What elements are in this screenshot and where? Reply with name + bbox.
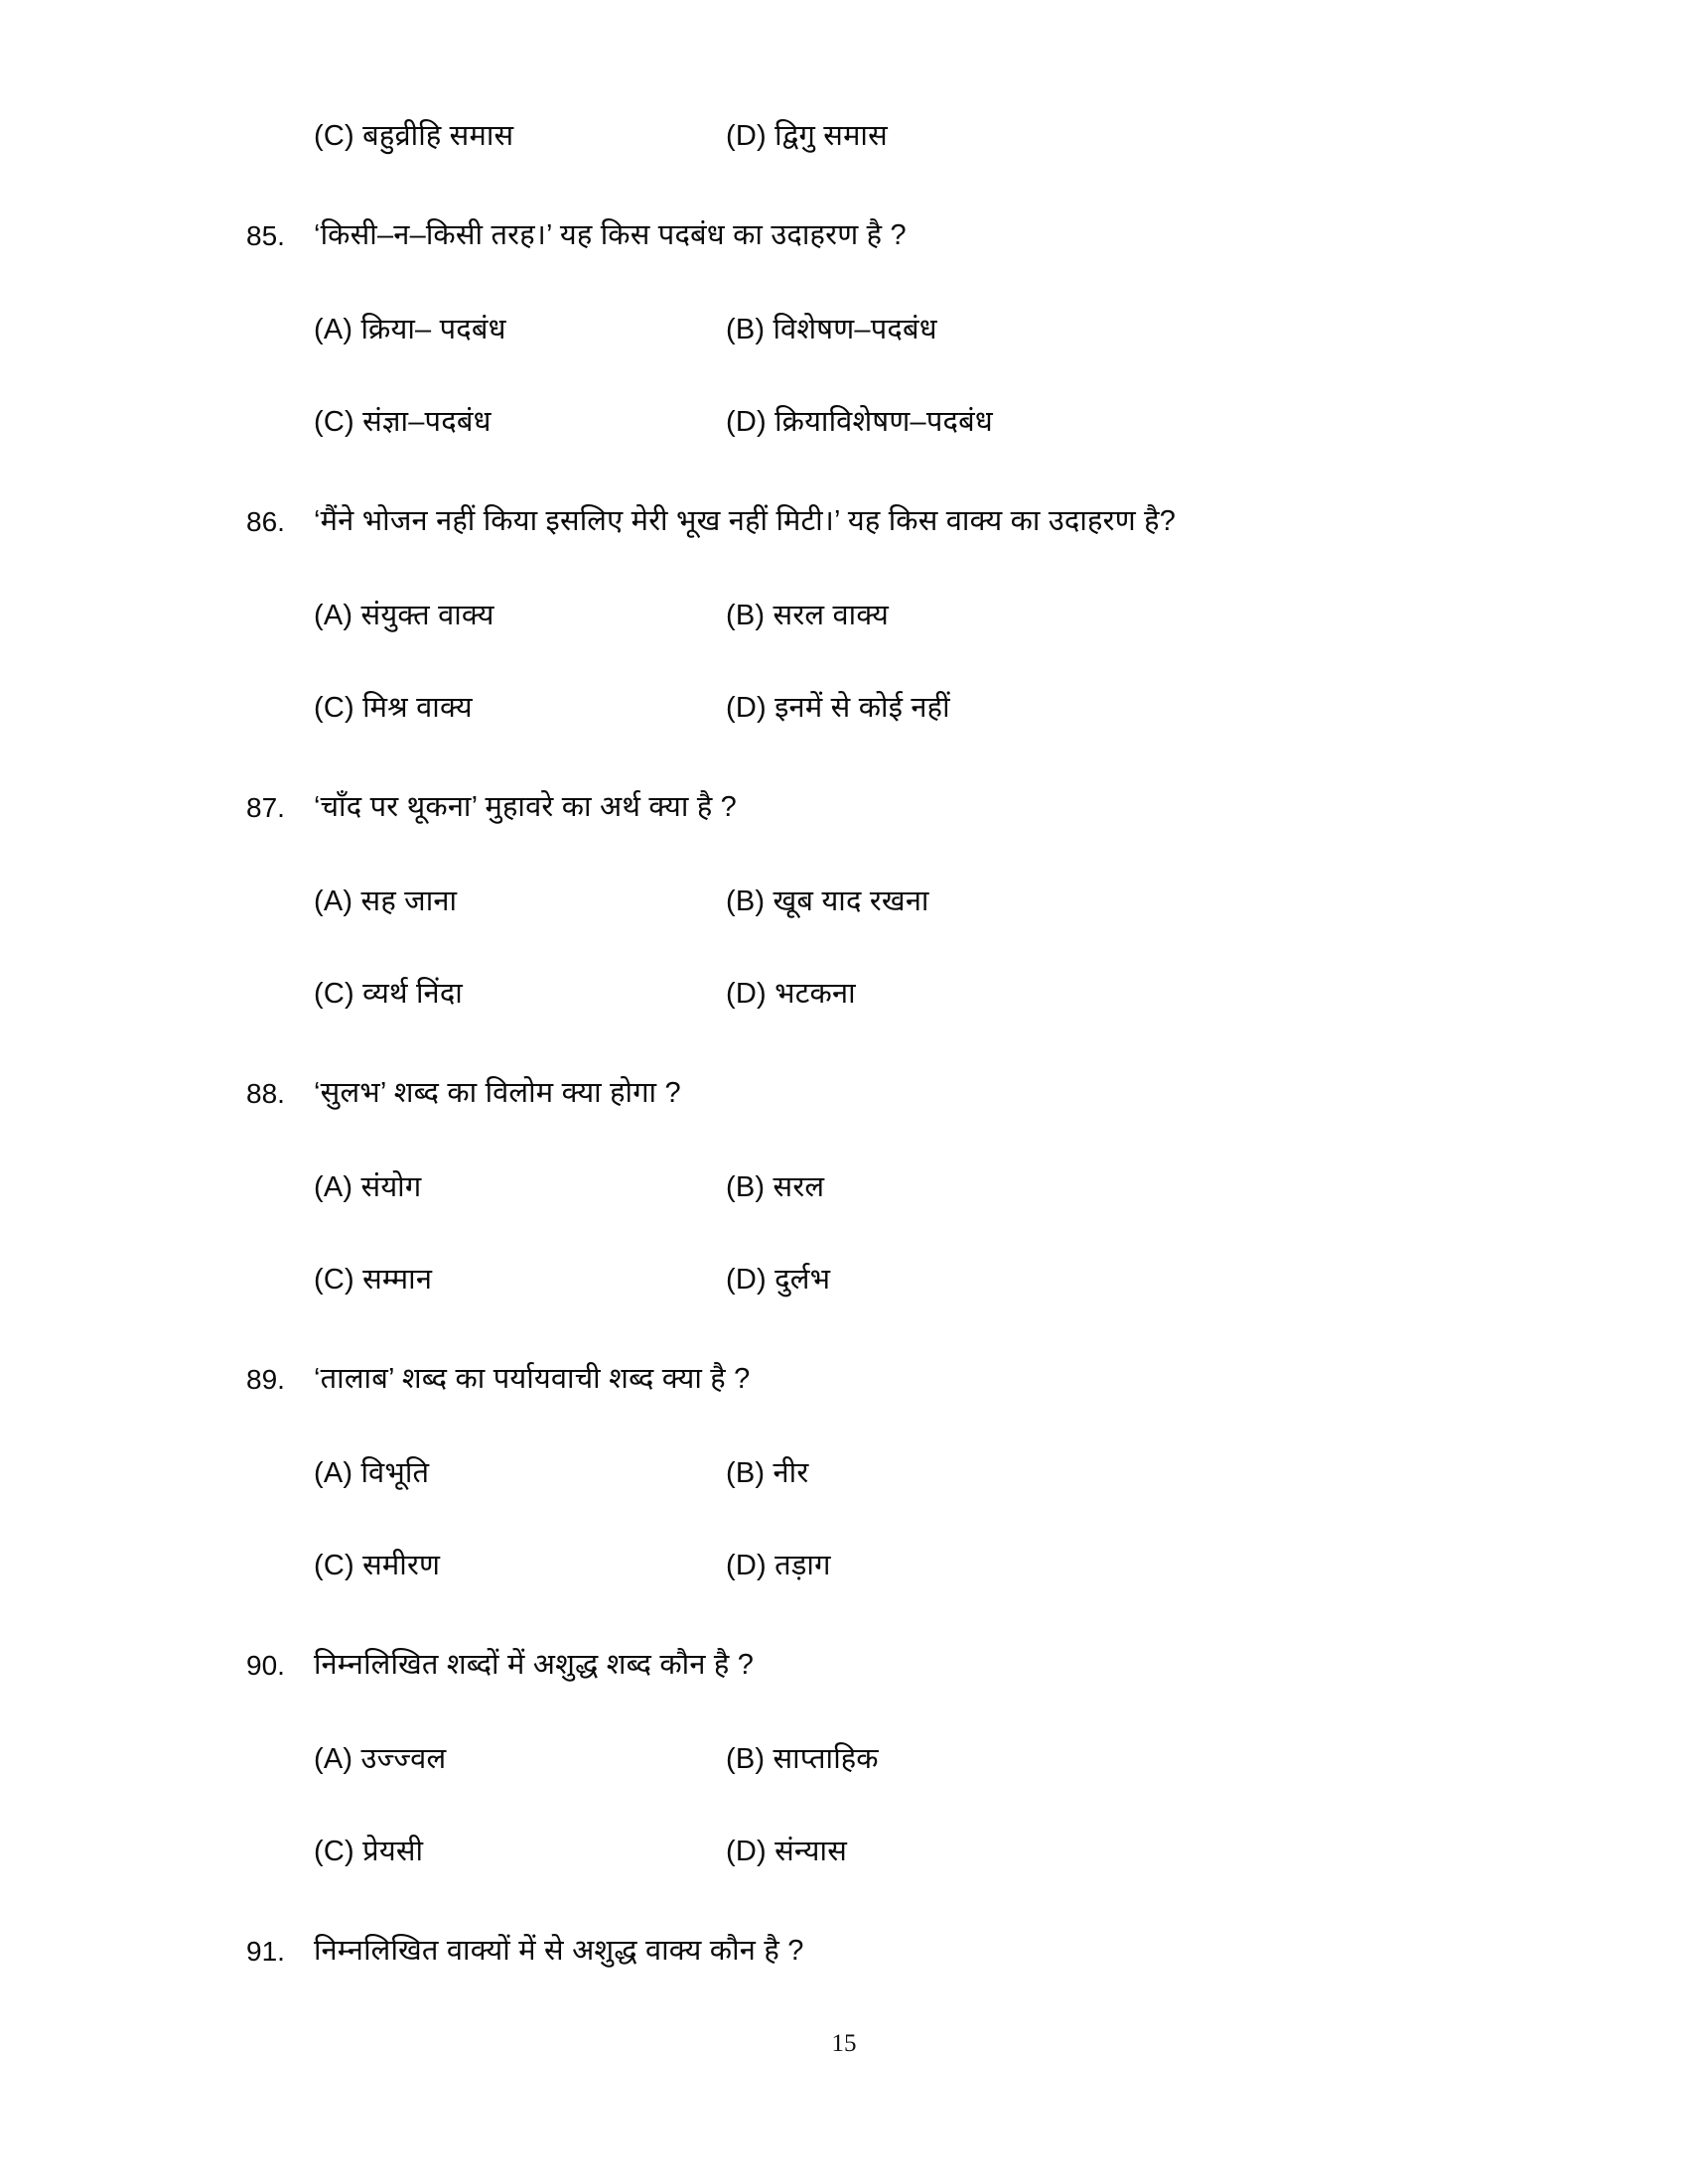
option-a[interactable]: (A) संयोग bbox=[314, 1171, 422, 1203]
option-row-ab bbox=[246, 1168, 1448, 1228]
option-row-ab bbox=[246, 311, 1448, 370]
spacer bbox=[246, 749, 1448, 788]
question-89 bbox=[246, 1360, 1448, 1422]
spacer bbox=[246, 1136, 1448, 1168]
spacer bbox=[246, 177, 1448, 216]
spacer bbox=[246, 656, 1448, 689]
question-text: ‘किसी–न–किसी तरह।’ यह किस पदबंध का उदाहरण है ? bbox=[314, 219, 907, 251]
option-c[interactable]: (C) मिश्र वाक्य bbox=[314, 692, 473, 724]
option-d[interactable]: (D) दुर्लभ bbox=[726, 1264, 831, 1296]
option-b[interactable]: (B) सरल bbox=[726, 1171, 825, 1203]
option-row-cd bbox=[246, 1547, 1448, 1606]
spacer bbox=[246, 1320, 1448, 1360]
option-a[interactable]: (A) सह जाना bbox=[314, 886, 458, 917]
spacer bbox=[246, 942, 1448, 975]
question-number: 85. bbox=[246, 220, 285, 251]
question-text: निम्नलिखित शब्दों में अशुद्ध शब्द कौन है ? bbox=[314, 1649, 755, 1681]
option-b[interactable]: (B) खूब याद रखना bbox=[726, 886, 929, 917]
question-90 bbox=[246, 1646, 1448, 1707]
spacer bbox=[246, 1707, 1448, 1740]
question-88 bbox=[246, 1074, 1448, 1136]
option-row-cd bbox=[246, 1261, 1448, 1320]
option-c: (C) बहुव्रीहि समास bbox=[314, 120, 514, 152]
option-d[interactable]: (D) इनमें से कोई नहीं bbox=[726, 692, 950, 724]
option-c[interactable]: (C) संज्ञा–पदबंध bbox=[314, 406, 492, 438]
spacer bbox=[246, 278, 1448, 311]
option-d[interactable]: (D) भटकना bbox=[726, 978, 856, 1010]
option-d[interactable]: (D) तड़ाग bbox=[726, 1550, 831, 1581]
question-number: 91. bbox=[246, 1936, 285, 1967]
continued-option-row bbox=[246, 117, 1448, 177]
question-85 bbox=[246, 216, 1448, 278]
question-text: ‘चाँद पर थूकना’ मुहावरे का अर्थ क्या है ? bbox=[314, 791, 738, 823]
option-b[interactable]: (B) साप्ताहिक bbox=[726, 1743, 879, 1775]
option-row-ab bbox=[246, 1454, 1448, 1514]
question-number: 87. bbox=[246, 792, 285, 823]
question-91 bbox=[246, 1932, 1448, 1993]
spacer bbox=[246, 1422, 1448, 1454]
question-86 bbox=[246, 502, 1448, 564]
spacer bbox=[246, 1034, 1448, 1074]
option-d[interactable]: (D) क्रियाविशेषण–पदबंध bbox=[726, 406, 993, 438]
option-b[interactable]: (B) विशेषण–पदबंध bbox=[726, 314, 937, 345]
option-row-cd bbox=[246, 689, 1448, 749]
option-row-cd bbox=[246, 403, 1448, 463]
question-text: ‘तालाब’ शब्द का पर्यायवाची शब्द क्या है ? bbox=[314, 1363, 751, 1395]
option-a[interactable]: (A) क्रिया– पदबंध bbox=[314, 314, 506, 345]
option-a[interactable]: (A) विभूति bbox=[314, 1457, 430, 1489]
option-row-ab bbox=[246, 1740, 1448, 1800]
option-row-cd bbox=[246, 1833, 1448, 1892]
option-a[interactable]: (A) संयुक्त वाक्य bbox=[314, 600, 494, 631]
option-row-ab bbox=[246, 883, 1448, 942]
spacer bbox=[246, 1800, 1448, 1833]
option-b[interactable]: (B) नीर bbox=[726, 1457, 809, 1489]
option-b[interactable]: (B) सरल वाक्य bbox=[726, 600, 890, 631]
option-c[interactable]: (C) सम्मान bbox=[314, 1264, 433, 1296]
option-d: (D) द्विगु समास bbox=[726, 120, 888, 152]
spacer bbox=[246, 1514, 1448, 1547]
option-row-ab bbox=[246, 597, 1448, 656]
question-number: 90. bbox=[246, 1650, 285, 1681]
question-number: 88. bbox=[246, 1078, 285, 1109]
question-number: 86. bbox=[246, 506, 285, 537]
page-number: 15 bbox=[831, 2030, 857, 2057]
option-a[interactable]: (A) उज्ज्वल bbox=[314, 1743, 447, 1775]
spacer bbox=[246, 1606, 1448, 1646]
spacer bbox=[246, 370, 1448, 403]
spacer bbox=[246, 463, 1448, 502]
question-text: ‘मैंने भोजन नहीं किया इसलिए मेरी भूख नहीं मिटी।’ यह किस वाक्य का उदाहरण है? bbox=[314, 505, 1177, 537]
question-number: 89. bbox=[246, 1364, 285, 1395]
option-row-cd bbox=[246, 975, 1448, 1034]
question-87 bbox=[246, 788, 1448, 850]
question-list bbox=[246, 117, 1448, 1993]
spacer bbox=[246, 1228, 1448, 1261]
spacer bbox=[246, 850, 1448, 883]
option-c[interactable]: (C) व्यर्थ निंदा bbox=[314, 978, 463, 1010]
option-d[interactable]: (D) संन्यास bbox=[726, 1836, 848, 1867]
spacer bbox=[246, 564, 1448, 597]
option-c[interactable]: (C) समीरण bbox=[314, 1550, 441, 1581]
spacer bbox=[246, 1892, 1448, 1932]
option-c[interactable]: (C) प्रेयसी bbox=[314, 1836, 424, 1867]
question-text: ‘सुलभ’ शब्द का विलोम क्या होगा ? bbox=[314, 1077, 681, 1109]
question-text: निम्नलिखित वाक्यों में से अशुद्ध वाक्य कौन है ? bbox=[314, 1935, 804, 1967]
